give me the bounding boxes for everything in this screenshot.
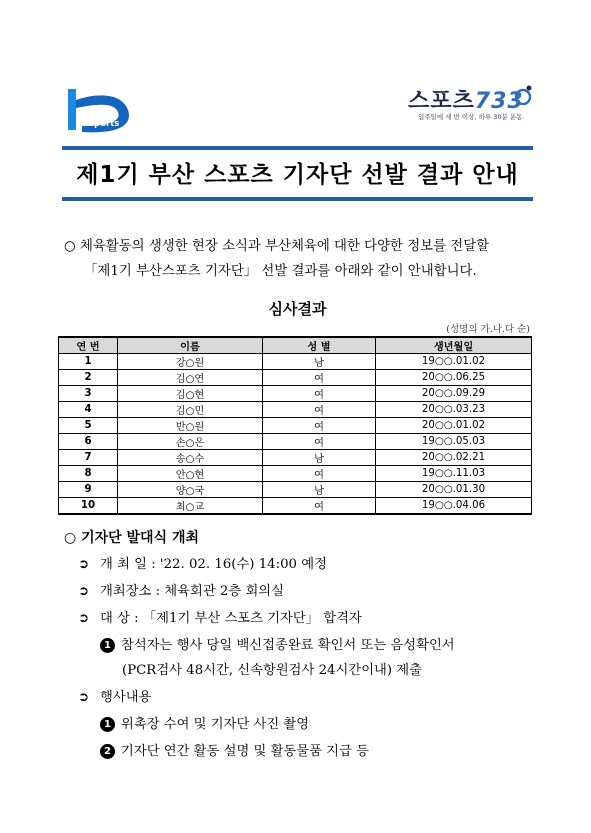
cell-gender: 남	[263, 482, 376, 498]
sports-733-logo	[408, 84, 533, 124]
cell-number: 6	[59, 434, 118, 450]
arrow-icon: ➲	[78, 584, 90, 599]
brand-text: 스포츠	[408, 89, 475, 114]
event-program	[78, 686, 151, 705]
page-title: 제1기 부산 스포츠 기자단 선발 결과 안내	[76, 162, 519, 188]
event-note-line-1: 참석자는 행사 당일 백신접종완료 확인서 또는 음성확인서	[121, 638, 455, 653]
cell-birthdate: 20○○.09.29	[376, 386, 532, 402]
logo-word-sports: Sports	[88, 119, 120, 129]
number-1-icon: 1	[100, 717, 115, 732]
brand-slogan: 일주일에 세 번 이상, 하루 30분 운동	[418, 113, 523, 121]
results-sort-note: (성명의 가.나.다 순)	[446, 324, 530, 335]
column-header-birthdate: 생년월일	[376, 337, 532, 354]
table-row	[59, 386, 532, 402]
cell-birthdate: 20○○.01.30	[376, 482, 532, 498]
cell-gender: 남	[263, 354, 376, 370]
cell-gender: 여	[263, 418, 376, 434]
table-row	[59, 434, 532, 450]
cell-birthdate: 20○○.01.02	[376, 418, 532, 434]
results-heading: 심사결과	[268, 300, 327, 318]
cell-name: 최○교	[118, 498, 263, 515]
table-row	[59, 402, 532, 418]
cell-birthdate: 19○○.11.03	[376, 466, 532, 482]
table-row	[59, 354, 532, 370]
busan-sports-logo	[62, 86, 142, 136]
cell-number: 8	[59, 466, 118, 482]
intro-line-1: ○ 체육활동의 생생한 현장 소식과 부산체육에 대한 다양한 정보를 전달할	[64, 239, 490, 254]
cell-name: 강○원	[118, 354, 263, 370]
cell-gender: 여	[263, 466, 376, 482]
table-row	[59, 418, 532, 434]
event-program-label: 행사내용	[100, 690, 152, 705]
results-table	[58, 336, 532, 515]
number-2-icon: 2	[100, 744, 115, 759]
cell-gender: 여	[263, 498, 376, 515]
arrow-icon: ➲	[78, 557, 90, 572]
sports-733-brand	[408, 84, 524, 115]
event-target	[78, 607, 362, 626]
cell-birthdate: 19○○.05.03	[376, 434, 532, 450]
cell-number: 4	[59, 402, 118, 418]
event-date	[78, 553, 327, 572]
cell-birthdate: 20○○.02.21	[376, 450, 532, 466]
intro-paragraph	[64, 234, 534, 284]
cell-number: 5	[59, 418, 118, 434]
column-header-name: 이름	[118, 337, 263, 354]
busan-sports-logo-graphic	[62, 86, 142, 136]
event-target-note	[100, 634, 455, 653]
cell-number: 1	[59, 354, 118, 370]
brand-number: 733	[474, 89, 524, 114]
cell-name: 반○원	[118, 418, 263, 434]
event-heading: ○ 기자단 발대식 개최	[64, 530, 200, 546]
cell-gender: 여	[263, 402, 376, 418]
program-item-1	[100, 713, 309, 732]
cell-number: 2	[59, 370, 118, 386]
cell-birthdate: 20○○.03.23	[376, 402, 532, 418]
column-header-gender: 성 별	[263, 337, 376, 354]
runner-icon	[512, 84, 534, 108]
cell-gender: 여	[263, 370, 376, 386]
event-date-text: 개 최 일 : '22. 02. 16(수) 14:00 예정	[100, 557, 327, 572]
program-item-2	[100, 740, 369, 759]
cell-gender: 남	[263, 450, 376, 466]
intro-line-2: 「제1기 부산스포츠 기자단」 선발 결과를 아래와 같이 안내합니다.	[84, 264, 477, 279]
event-note-line-2: (PCR검사 48시간, 신속항원검사 24시간이내) 제출	[122, 663, 422, 678]
title-rule-bottom	[62, 197, 533, 201]
cell-name: 김○민	[118, 402, 263, 418]
cell-name: 안○현	[118, 466, 263, 482]
program-item-2-text: 기자단 연간 활동 설명 및 활동물품 지급 등	[121, 744, 369, 759]
table-row	[59, 370, 532, 386]
cell-number: 9	[59, 482, 118, 498]
cell-name: 김○현	[118, 386, 263, 402]
event-place	[78, 580, 284, 599]
event-target-text: 대 상 : 「제1기 부산 스포츠 기자단」 합격자	[100, 611, 362, 626]
cell-gender: 여	[263, 434, 376, 450]
cell-number: 3	[59, 386, 118, 402]
cell-number: 10	[59, 498, 118, 515]
cell-name: 김○연	[118, 370, 263, 386]
cell-birthdate: 19○○.04.06	[376, 498, 532, 515]
table-row	[59, 498, 532, 515]
program-item-1-text: 위촉장 수여 및 기자단 사진 촬영	[121, 717, 310, 732]
cell-birthdate: 20○○.06.25	[376, 370, 532, 386]
table-row	[59, 450, 532, 466]
number-1-icon: 1	[100, 638, 115, 653]
column-header-number: 연 번	[59, 337, 118, 354]
arrow-icon: ➲	[78, 690, 90, 705]
cell-name: 손○은	[118, 434, 263, 450]
cell-gender: 여	[263, 386, 376, 402]
arrow-icon: ➲	[78, 611, 90, 626]
table-row	[59, 482, 532, 498]
table-header-row	[59, 337, 532, 354]
title-rule-top	[62, 146, 533, 150]
logo-word-busan: Busan	[88, 109, 118, 119]
cell-birthdate: 19○○.01.02	[376, 354, 532, 370]
event-place-text: 개최장소 : 체육회관 2층 회의실	[100, 584, 284, 599]
results-table-body	[59, 354, 532, 515]
table-row	[59, 466, 532, 482]
cell-name: 송○수	[118, 450, 263, 466]
cell-number: 7	[59, 450, 118, 466]
cell-name: 양○국	[118, 482, 263, 498]
